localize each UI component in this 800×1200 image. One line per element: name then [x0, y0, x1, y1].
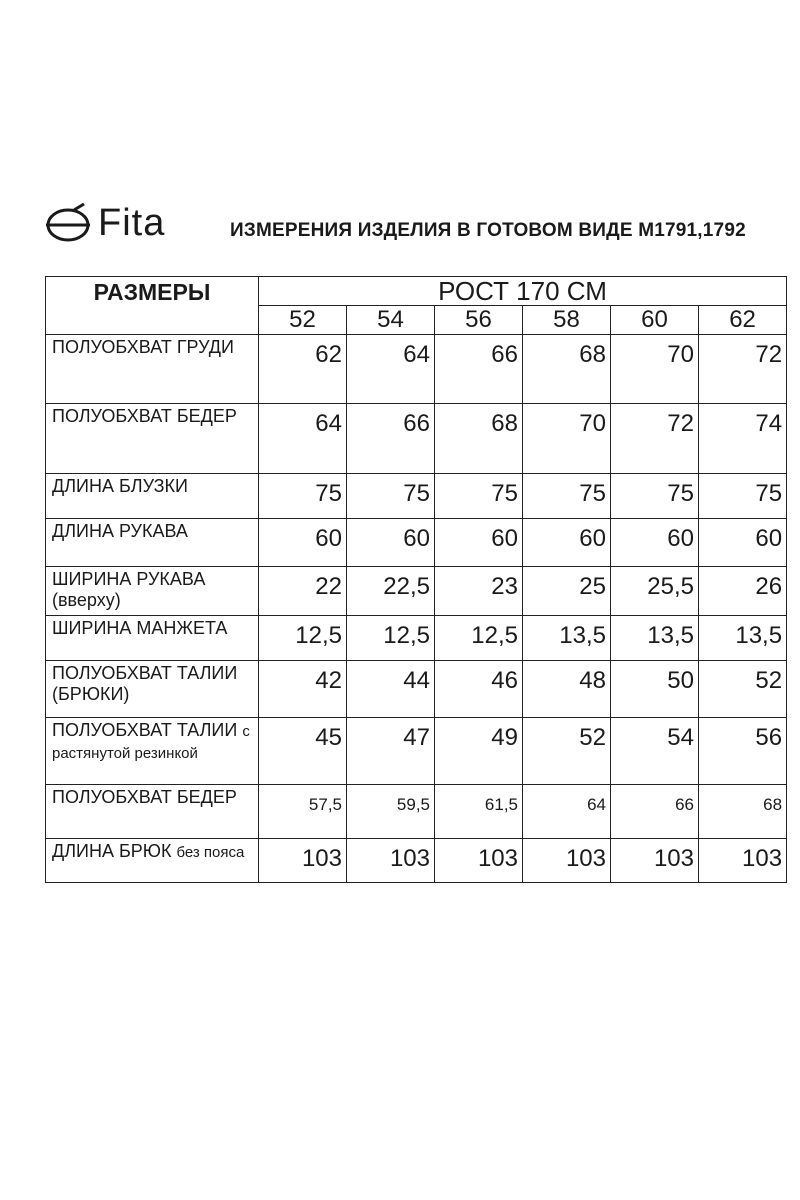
measurement-value: 13,5 — [699, 616, 787, 661]
measurement-value: 60 — [523, 519, 611, 567]
size-header-cell: 62 — [699, 306, 787, 335]
table-row — [46, 519, 787, 567]
measurement-value: 103 — [523, 839, 611, 883]
document-title: ИЗМЕРЕНИЯ ИЗДЕЛИЯ В ГОТОВОМ ВИДЕ М1791,1792 — [230, 220, 746, 241]
measurement-value: 70 — [611, 335, 699, 404]
measurement-value: 49 — [435, 718, 523, 785]
measurement-value: 75 — [435, 474, 523, 519]
measurement-value: 12,5 — [435, 616, 523, 661]
measurement-value: 75 — [611, 474, 699, 519]
header — [44, 196, 764, 248]
measurement-value: 13,5 — [523, 616, 611, 661]
fita-logo-icon — [44, 203, 92, 243]
measurement-value: 72 — [699, 335, 787, 404]
measurement-value: 61,5 — [435, 785, 523, 839]
measurement-label — [46, 519, 259, 567]
measurement-value: 47 — [347, 718, 435, 785]
measurement-value: 68 — [435, 404, 523, 474]
measurement-label — [46, 718, 259, 785]
measurement-value: 42 — [259, 661, 347, 718]
table-header-row — [46, 277, 787, 306]
measurement-value: 103 — [699, 839, 787, 883]
measurement-label-main: ШИРИНА РУКАВА (вверху) — [52, 569, 206, 610]
measurement-value: 75 — [699, 474, 787, 519]
table-row — [46, 474, 787, 519]
measurement-value: 13,5 — [611, 616, 699, 661]
measurement-label-main: ПОЛУОБХВАТ БЕДЕР — [52, 406, 237, 426]
measurement-value: 103 — [611, 839, 699, 883]
measurement-label-main: ПОЛУОБХВАТ ТАЛИИ — [52, 720, 238, 740]
brand-logo — [44, 200, 165, 246]
measurement-value: 22,5 — [347, 567, 435, 616]
measurement-value: 60 — [259, 519, 347, 567]
size-header-cell: 56 — [435, 306, 523, 335]
measurement-value: 75 — [347, 474, 435, 519]
measurement-label — [46, 404, 259, 474]
measurement-label — [46, 335, 259, 404]
table-row — [46, 616, 787, 661]
measurement-value: 66 — [611, 785, 699, 839]
size-header-cell: 52 — [259, 306, 347, 335]
measurement-label — [46, 661, 259, 718]
measurement-value: 26 — [699, 567, 787, 616]
measurement-value: 44 — [347, 661, 435, 718]
measurement-label — [46, 474, 259, 519]
measurement-value: 60 — [347, 519, 435, 567]
measurement-value: 64 — [259, 404, 347, 474]
measurement-value: 57,5 — [259, 785, 347, 839]
measurement-value: 59,5 — [347, 785, 435, 839]
measurement-value: 66 — [435, 335, 523, 404]
measurement-label — [46, 839, 259, 883]
measurement-value: 68 — [699, 785, 787, 839]
height-header: РОСТ 170 СМ — [259, 277, 787, 306]
measurement-value: 66 — [347, 404, 435, 474]
measurement-value: 103 — [435, 839, 523, 883]
measurement-value: 46 — [435, 661, 523, 718]
table-row — [46, 567, 787, 616]
measurement-label-note: без пояса — [176, 844, 245, 861]
measurement-value: 75 — [523, 474, 611, 519]
measurement-value: 72 — [611, 404, 699, 474]
measurement-label — [46, 567, 259, 616]
measurement-value: 64 — [523, 785, 611, 839]
measurement-value: 60 — [435, 519, 523, 567]
measurement-value: 60 — [699, 519, 787, 567]
measurement-value: 75 — [259, 474, 347, 519]
measurement-value: 52 — [699, 661, 787, 718]
measurement-label-main: ПОЛУОБХВАТ ГРУДИ — [52, 337, 234, 357]
measurement-value: 22 — [259, 567, 347, 616]
measurement-value: 23 — [435, 567, 523, 616]
measurement-value: 54 — [611, 718, 699, 785]
table-row — [46, 335, 787, 404]
size-table — [45, 276, 787, 883]
measurement-value: 70 — [523, 404, 611, 474]
table-row — [46, 785, 787, 839]
table-row — [46, 404, 787, 474]
measurement-value: 103 — [259, 839, 347, 883]
measurement-label-note: с растянутой резинкой — [52, 723, 250, 762]
measurement-label-main: ПОЛУОБХВАТ БЕДЕР — [52, 787, 237, 807]
measurement-value: 60 — [611, 519, 699, 567]
sizes-header: РАЗМЕРЫ — [46, 277, 259, 335]
measurement-label — [46, 785, 259, 839]
measurement-label-main: ДЛИНА БРЮК — [52, 841, 172, 861]
measurement-label-main: ШИРИНА МАНЖЕТА — [52, 618, 228, 638]
measurement-value: 12,5 — [347, 616, 435, 661]
size-header-cell: 54 — [347, 306, 435, 335]
table-row — [46, 661, 787, 718]
size-header-cell: 58 — [523, 306, 611, 335]
measurement-value: 62 — [259, 335, 347, 404]
measurement-value: 56 — [699, 718, 787, 785]
measurement-value: 64 — [347, 335, 435, 404]
measurement-value: 12,5 — [259, 616, 347, 661]
measurement-value: 52 — [523, 718, 611, 785]
measurement-value: 103 — [347, 839, 435, 883]
size-header-cell: 60 — [611, 306, 699, 335]
brand-name: Fita — [98, 202, 166, 244]
measurement-value: 74 — [699, 404, 787, 474]
table-body — [46, 335, 787, 883]
measurement-value: 48 — [523, 661, 611, 718]
measurement-value: 68 — [523, 335, 611, 404]
measurement-label-main: ПОЛУОБХВАТ ТАЛИИ (БРЮКИ) — [52, 663, 238, 704]
measurement-value: 25,5 — [611, 567, 699, 616]
table-row — [46, 839, 787, 883]
measurement-value: 25 — [523, 567, 611, 616]
measurement-label — [46, 616, 259, 661]
measurement-value: 50 — [611, 661, 699, 718]
measurement-label-main: ДЛИНА РУКАВА — [52, 521, 188, 541]
measurement-value: 45 — [259, 718, 347, 785]
measurement-label-main: ДЛИНА БЛУЗКИ — [52, 476, 188, 496]
table-row — [46, 718, 787, 785]
